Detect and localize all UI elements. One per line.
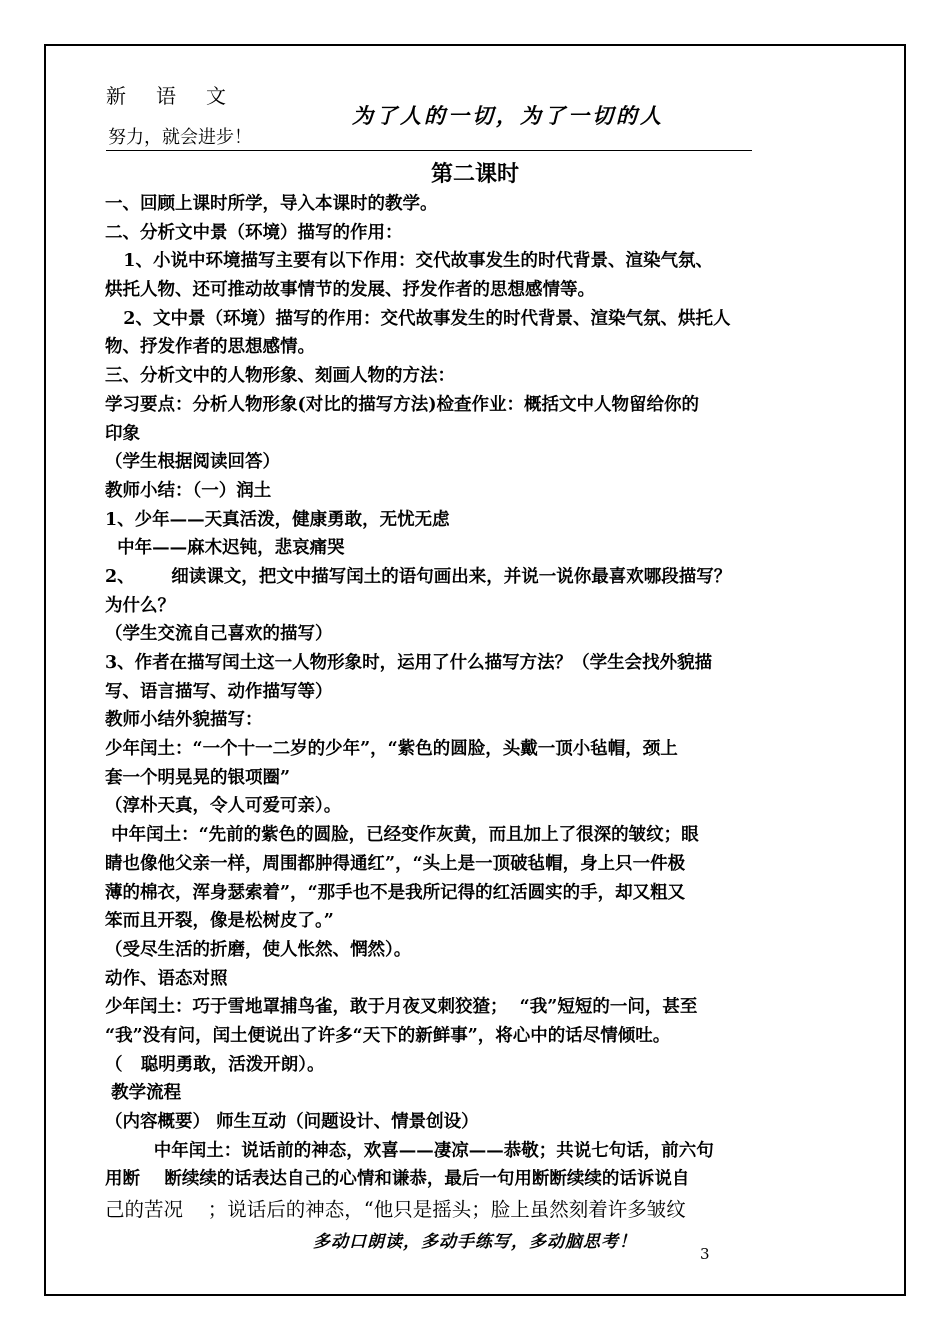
text-line: “我”没有问，闰土便说出了许多“天下的新鲜事”，将心中的话尽情倾吐。: [105, 1025, 671, 1046]
text-line: 二、分析文中景（环境）描写的作用：: [105, 222, 403, 243]
text-line: 少年闰土：“一个十一二岁的少年”，“紫色的圆脸，头戴一顶小毡帽，颈上: [105, 739, 678, 760]
text-line: 为什么？: [105, 595, 175, 616]
text-line: 学习要点：分析人物形象(对比的描写方法)检查作业：概括文中人物留给你的: [105, 394, 700, 415]
text-line: 己的苦况 ；说话后的神态，“他只是摇头；脸上虽然刻着许多皱纹: [105, 1198, 686, 1222]
text-line: 教师小结：（一）润土: [105, 480, 272, 501]
text-line: 3、作者在描写闰土这一人物形象时，运用了什么描写方法？（学生会找外貌描: [105, 653, 713, 673]
header-rule: [106, 150, 752, 151]
text-line: 睛也像他父亲一样，周围都肿得通红”，“头上是一顶破毡帽，身上只一件极: [105, 853, 686, 874]
text-line: 教学流程: [105, 1083, 182, 1104]
text-line: 印象: [105, 423, 140, 444]
text-line: 笨而且开裂，像是松树皮了。”: [105, 911, 334, 932]
text-line: 1、小说中环境描写主要有以下作用：交代故事发生的时代背景、渲染气氛、: [105, 251, 713, 272]
text-line: 1、少年——天真活泼，健康勇敢，无忧无虑: [105, 509, 450, 530]
text-line: 物、抒发作者的思想感情。: [105, 337, 315, 358]
text-line: 2、文中景（环境）描写的作用：交代故事发生的时代背景、渲染气氛、烘托人: [105, 308, 731, 329]
text-line: （ 聪明勇敢，活泼开朗）。: [105, 1054, 325, 1075]
text-line: 写、语言描写、动作描写等）: [105, 681, 333, 702]
text-line: 用断 断续续的话表达自己的心情和谦恭，最后一句用断断续续的话诉说自: [105, 1169, 690, 1190]
text-line: 中年闰土：“先前的紫色的圆脸，已经变作灰黄，而且加上了很深的皱纹；眼: [105, 825, 699, 846]
page-number: 3: [700, 1245, 710, 1263]
text-line: 中年闰土：说话前的神态，欢喜——凄凉——恭敬；共说七句话，前六句: [105, 1140, 714, 1161]
page-title: 第二课时: [430, 161, 519, 187]
header-title: 新语文: [106, 84, 256, 108]
text-line: 少年闰土：巧于雪地罩捕鸟雀，敢于月夜叉刺狡猹； “我”短短的一问，甚至: [105, 997, 698, 1018]
text-line: 薄的棉衣，浑身瑟索着”，“那手也不是我所记得的红活圆实的手，却又粗又: [105, 882, 686, 903]
text-line: 套一个明晃晃的银项圈”: [105, 767, 291, 788]
header-motto: 努力，就会进步！: [108, 127, 252, 148]
text-line: （学生交流自己喜欢的描写）: [105, 624, 333, 645]
text-line: （内容概要） 师生互动（问题设计、情景创设）: [105, 1112, 479, 1132]
footer-slogan: 多动口朗读，多动手练写，多动脑思考！: [313, 1232, 637, 1252]
header-slogan: 为了人的一切，为了一切的人: [352, 103, 664, 128]
text-line: （淳朴天真，令人可爱可亲）。: [105, 796, 342, 817]
text-line: 一、回顾上课时所学，导入本课时的教学。: [105, 194, 438, 214]
text-line: 烘托人物、还可推动故事情节的发展、抒发作者的思想感情等。: [105, 280, 595, 301]
text-line: 中年——麻木迟钝，悲哀痛哭: [105, 538, 345, 559]
text-line: 2、 细读课文，把文中描写闰土的语句画出来，并说一说你最喜欢哪段描写？: [105, 566, 732, 587]
body-text: [105, 190, 757, 1225]
text-line: 教师小结外貌描写：: [105, 710, 263, 731]
text-line: 三、分析文中的人物形象、刻画人物的方法：: [105, 366, 455, 387]
text-line: （受尽生活的折磨，使人怅然、惘然）。: [105, 939, 412, 960]
text-line: 动作、语态对照: [105, 968, 228, 989]
text-line: （学生根据阅读回答）: [105, 452, 280, 473]
